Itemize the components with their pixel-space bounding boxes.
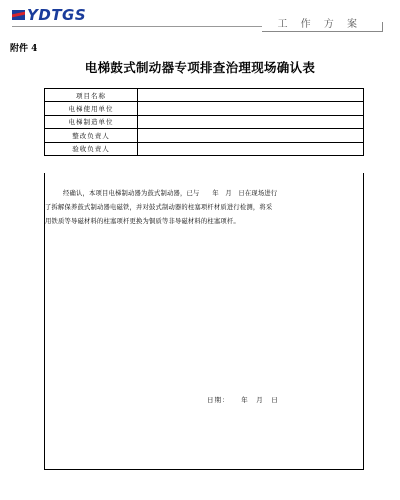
row-label: 项目名称: [45, 89, 138, 101]
document-title: 电梯鼓式制动器专项排查治理现场确认表: [84, 60, 316, 75]
header-rule-right: [262, 31, 382, 32]
table-row: [45, 116, 363, 129]
header-rule: [12, 26, 262, 27]
header-section-title: 工 作 方 案: [277, 19, 362, 30]
row-value: [138, 129, 363, 141]
flag-icon: [12, 10, 25, 20]
table-row: [45, 129, 363, 142]
confirmation-line: 经确认，本项目电梯制动器为鼓式制动器，已与 年 月 日在现场进行: [63, 190, 278, 197]
confirmation-text: [45, 187, 363, 229]
row-value: [138, 116, 363, 128]
row-value: [138, 143, 363, 155]
confirmation-line: 了拆解保养鼓式制动器电磁铁，并对鼓式制动器的柱塞项杆材质进行检测，将采: [45, 204, 273, 211]
header-rule-tick: [382, 22, 383, 32]
row-label: 电梯制造单位: [45, 116, 138, 128]
row-label: 整改负责人: [45, 129, 138, 141]
table-row: [45, 89, 363, 102]
row-label: 验收负责人: [45, 143, 138, 155]
company-logo: [12, 6, 86, 24]
annex-label: 附件 4: [10, 44, 38, 54]
row-label: 电梯使用单位: [45, 102, 138, 114]
row-value: [138, 89, 363, 101]
logo-text: YDTGS: [27, 6, 87, 24]
table-row: [45, 143, 363, 155]
date-label: 日期： 年 月 日: [207, 396, 279, 404]
table-row: [45, 102, 363, 115]
page-header: [0, 0, 400, 34]
confirmation-line: 用铁质等导磁材料的柱塞项杆更换为铜质等非导磁材料的柱塞项杆。: [45, 218, 240, 225]
info-table: [44, 88, 364, 156]
confirmation-box: [44, 173, 364, 470]
row-value: [138, 102, 363, 114]
